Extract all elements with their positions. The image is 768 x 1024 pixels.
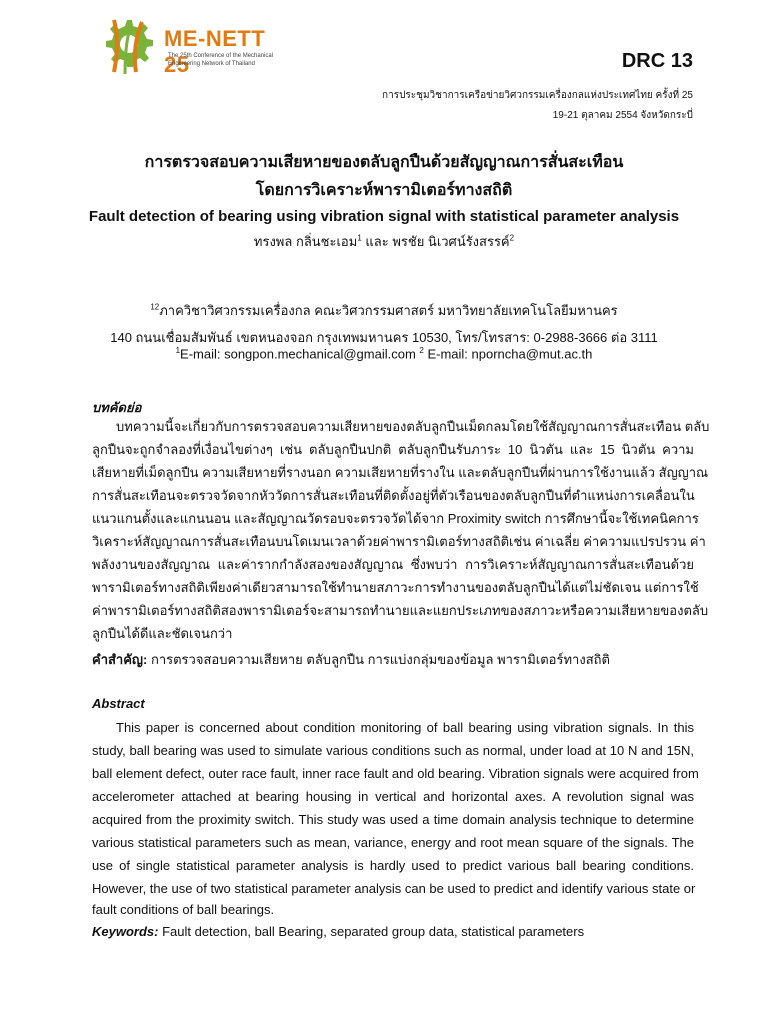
email-2[interactable]: E-mail: npornch​a@mut.ac.th bbox=[423, 346, 593, 362]
author-conjunction: และ bbox=[361, 234, 393, 249]
thai-abstract-line: แนวแกนตั้งและแกนนอน และสัญญาณวัดรอบจะตรวจวัดได้จาก Proximity switch การศึกษานี้จะใช้เทคนิคการ bbox=[92, 511, 699, 526]
english-keywords bbox=[92, 924, 584, 939]
thai-abstract-line: พลังงานของสัญญาณ และค่ารากกำลังสองของสัญญาณ ซึ่งพบว่า การวิเคราะห์สัญญาณการสั่นสะเทือนด้วย bbox=[92, 557, 694, 572]
email-1[interactable]: E-mail: songpon.mechanical@gmail.com bbox=[180, 346, 416, 362]
conference-logo bbox=[92, 12, 292, 82]
thai-abstract-heading: บทคัดย่อ bbox=[92, 400, 142, 415]
english-keywords-label: Keywords: bbox=[92, 924, 159, 939]
english-abstract-line: study, ball bearing was used to simulate various conditions such as normal, under load at 10 N and 15N, bbox=[92, 743, 694, 758]
thai-abstract-line: ค่าพารามิเตอร์ทางสถิติสองพารามิเตอร์จะสามารถทำนายและแยกประเภทของสภาวะหรือความเสียหายของตลับ bbox=[92, 603, 709, 618]
affiliation-text: ภาควิชาวิศวกรรมเครื่องกล คณะวิศวกรรมศาสตร์ มหาวิทยาลัยเทคโนโลยีมหานคร bbox=[159, 303, 618, 318]
english-abstract-line: ball element defect, outer race fault, inner race fault and old bearing. Vibration signals were acquired from bbox=[92, 766, 699, 781]
email-2-sup: 2 bbox=[419, 346, 424, 355]
thai-title-line-1: การตรวจสอบความเสียหายของตลับลูกปืนด้วยสัญญาณการสั่นสะเทือน bbox=[144, 154, 624, 171]
english-abstract-line: accelerometer attached at bearing housing in vertical and horizontal axes. A revolution signal was bbox=[92, 789, 694, 804]
thai-abstract-line: ลูกปืนได้ดีและชัดเจนกว่า bbox=[92, 626, 233, 641]
thai-keywords-text: การตรวจสอบความเสียหาย ตลับลูกปืน การแบ่งกลุ่มของข้อมูล พารามิเตอร์ทางสถิติ bbox=[147, 652, 610, 667]
english-abstract-line: fault conditions of ball bearings. bbox=[92, 902, 275, 917]
affiliation bbox=[0, 300, 768, 321]
author-1-sup: 1 bbox=[357, 233, 362, 243]
paper-code: DRC 13 bbox=[621, 50, 693, 72]
logo-subtitle-1: The 25th Conference of the Mechanical bbox=[168, 53, 274, 59]
thai-title-line-2: โดยการวิเคราะห์พารามิเตอร์ทางสถิติ bbox=[255, 182, 513, 199]
conference-name: การประชุมวิชาการเครือข่ายวิศวกรรมเครื่องกลแห่งประเทศไทย ครั้งที่ 25 bbox=[382, 90, 693, 101]
author-2-sup: 2 bbox=[509, 233, 515, 243]
english-abstract-line: This paper is concerned about condition monitoring of ball bearing using vibration signals. In this bbox=[116, 720, 694, 735]
thai-abstract-line: วิเคราะห์สัญญาณการสั่นสะเทือนบนโดเมนเวลาด้วยค่าพารามิเตอร์ทางสถิติเช่น ค่าเฉลี่ย ค่าความแปรปรวน ค่า bbox=[92, 534, 706, 549]
thai-abstract-line: การสั่นสะเทือนจะตรวจวัดจากหัววัดการสั่นสะเทือนที่ติดตั้งอยู่ที่ตัวเรือนของตลับลูกปืนที่ตำแหน่งการเคลื่อนใน bbox=[92, 488, 695, 503]
english-abstract-line: However, the use of two statistical parameter analysis can be used to predict and identify various state or bbox=[92, 881, 696, 896]
address: 140 ถนนเชื่อมสัมพันธ์ เขตหนองจอก กรุงเทพมหานคร 10530, โทร/โทรสาร: 0-2988-3666 ต่อ 3111 bbox=[110, 330, 658, 345]
gear-logo-icon bbox=[92, 12, 162, 82]
conference-date: 19-21 ตุลาคม 2554 จังหวัดกระบี่ bbox=[552, 110, 693, 121]
thai-keywords-label: คำสำคัญ: bbox=[92, 652, 148, 667]
english-abstract-line: various statistical parameters such as mean, variance, energy and root mean square of the signals. The bbox=[92, 835, 694, 850]
logo-subtitle-2: Engineering Network of Thailand bbox=[168, 61, 255, 67]
author-2: พรชัย นิเวศน์รังสรรค์ bbox=[392, 234, 510, 249]
english-abstract-heading: Abstract bbox=[92, 696, 145, 711]
english-abstract-line: use of single statistical parameter analysis is hardly used to predict various ball bearing conditions. bbox=[92, 858, 694, 873]
logo-title: ME-NETT 25 bbox=[164, 26, 266, 77]
thai-keywords bbox=[92, 649, 610, 670]
thai-abstract-line: ลูกปืนจะถูกจำลองที่เงื่อนไขต่างๆ เช่น ตลับลูกปืนปกติ ตลับลูกปืนรับภาระ 10 นิวตัน และ 15 นิวตัน ความ bbox=[92, 442, 694, 457]
thai-abstract-line: พารามิเตอร์ทางสถิติเพียงค่าเดียวสามารถใช้ทำนายสภาวะการทำงานของตลับลูกปืนได้แต่ไม่ชัดเจน แต่การใช้ bbox=[92, 580, 699, 595]
authors bbox=[0, 231, 768, 252]
english-title: Fault detection of bearing using vibration signal with statistical parameter analysis bbox=[88, 208, 680, 225]
author-1: ทรงพล กลิ่นชะเอม bbox=[253, 234, 358, 249]
email-1-sup: 1 bbox=[175, 346, 181, 355]
english-abstract-line: acquired from the proximity switch. This study was used a time domain analysis technique to determine bbox=[92, 812, 694, 827]
affiliation-sup: 12 bbox=[150, 302, 160, 312]
thai-abstract-line: เสียหายที่เม็ดลูกปืน ความเสียหายที่รางนอก ความเสียหายที่รางใน และตลับลูกปืนที่ผ่านการใช้งานแล้ว สัญญาณ bbox=[92, 465, 709, 480]
emails bbox=[0, 346, 768, 361]
english-keywords-text: Fault detection, ball Bearing, separated group data, statistical parameters bbox=[158, 924, 585, 939]
thai-abstract-line: บทความนี้จะเกี่ยวกับการตรวจสอบความเสียหายของตลับลูกปืนเม็ดกลมโดยใช้สัญญาณการสั่นสะเทือน ตลับ bbox=[116, 419, 710, 434]
